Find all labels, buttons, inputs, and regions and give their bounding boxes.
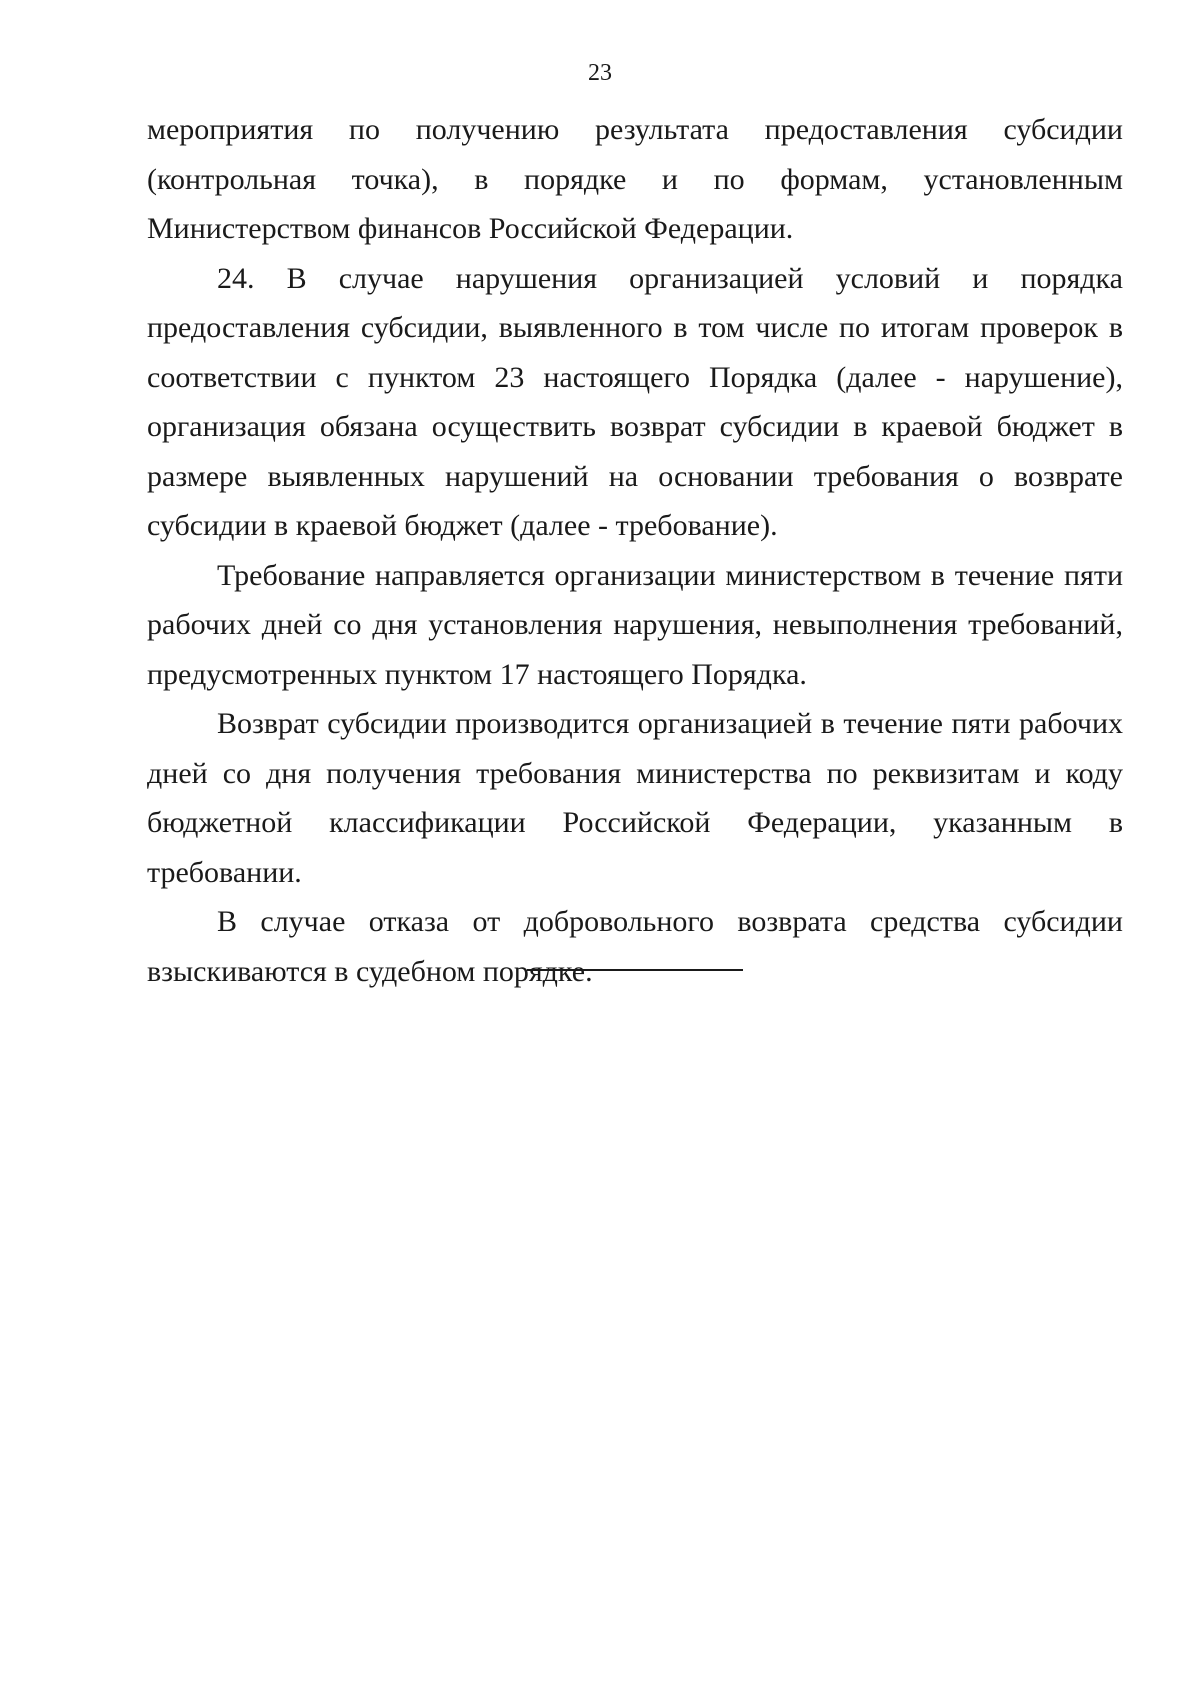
paragraph-refusal: В случае отказа от добровольного возврата средства субсидии взыскиваются в судебном порядке. (147, 905, 1123, 988)
paragraph-24: 24. В случае нарушения организацией условий и порядка предоставления субсидии, выявленного в том числе по итогам проверок в соответствии с пунктом 23 настоящего Порядка (далее - нарушение), организация обязана осуществить возврат субсидии в краевой бюджет в размере выявленных нарушений на основании требования о возврате субсидии в краевой бюджет (далее - требование). (147, 261, 1123, 542)
page-number: 23 (588, 60, 612, 86)
document-body (147, 105, 1123, 996)
paragraph-refund: Возврат субсидии производится организацией в течение пяти рабочих дней со дня получения требования министерства по реквизитам и коду бюджетной классификации Российской Федерации, указанным в требовании. (147, 707, 1123, 889)
end-of-document-rule (527, 969, 743, 971)
paragraph-requirement: Требование направляется организации министерством в течение пяти рабочих дней со дня установления нарушения, невыполнения требований, предусмотренных пунктом 17 настоящего Порядка. (147, 558, 1123, 691)
paragraph-continuation: мероприятия по получению результата предоставления субсидии (контрольная точка), в порядке и по формам, установленным Министерством финансов Российской Федерации. (147, 113, 1123, 245)
